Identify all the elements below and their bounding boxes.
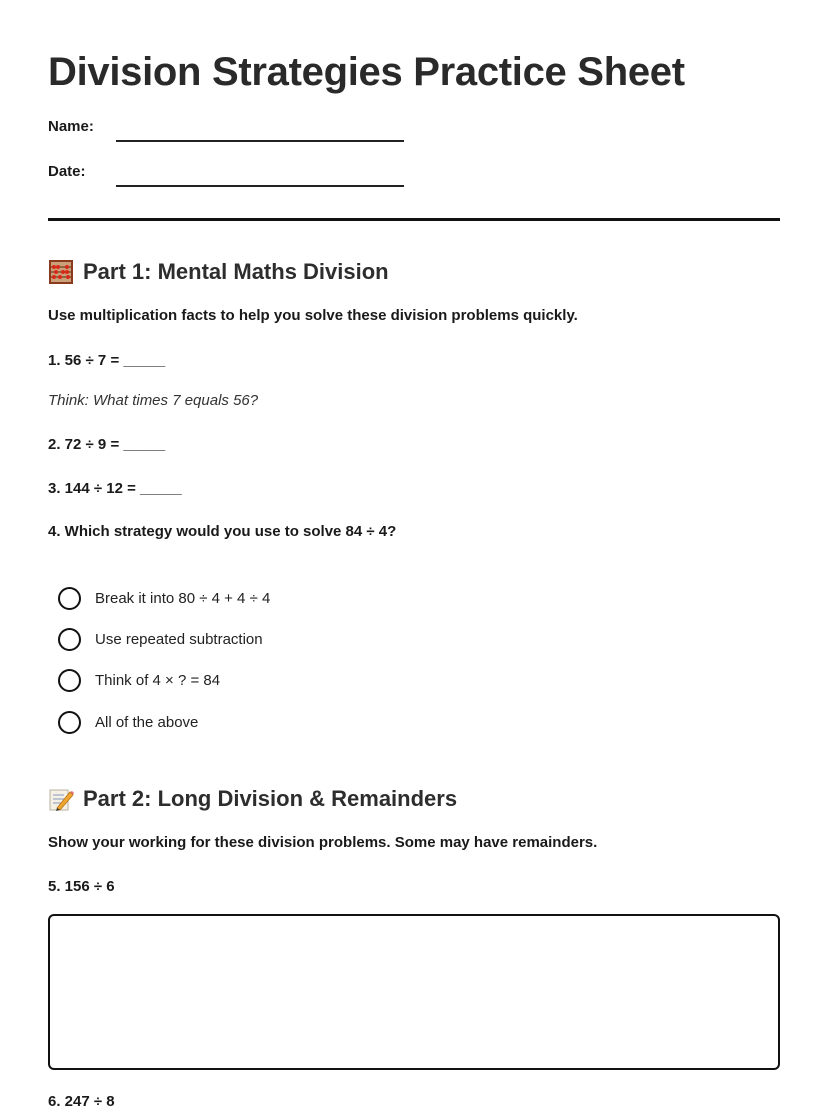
part1-heading-text: Part 1: Mental Maths Division xyxy=(83,259,389,284)
part2-instructions: Show your working for these division problems. Some may have remainders. xyxy=(48,834,598,851)
q4-option-1[interactable] xyxy=(58,586,270,610)
date-label: Date: xyxy=(48,163,86,180)
q4-option-3[interactable] xyxy=(58,668,220,692)
name-field xyxy=(48,118,408,142)
option-label: Break it into 80 ÷ 4 + 4 ÷ 4 xyxy=(95,589,271,607)
page-title: Division Strategies Practice Sheet xyxy=(48,50,685,94)
abacus-icon xyxy=(48,259,74,285)
radio-button[interactable] xyxy=(58,587,81,610)
question-3: 3. 144 ÷ 12 = _____ xyxy=(48,480,182,497)
part2-heading-text: Part 2: Long Division & Remainders xyxy=(83,786,458,811)
question-5: 5. 156 ÷ 6 xyxy=(48,878,115,895)
header-divider xyxy=(48,218,780,221)
part1-instructions: Use multiplication facts to help you solve these division problems quickly. xyxy=(48,307,578,324)
radio-button[interactable] xyxy=(58,711,81,734)
question-2: 2. 72 ÷ 9 = _____ xyxy=(48,436,166,453)
memo-pencil-icon xyxy=(48,786,74,812)
question-6: 6. 247 ÷ 8 xyxy=(48,1093,115,1110)
part2-heading xyxy=(48,785,457,813)
radio-button[interactable] xyxy=(58,669,81,692)
name-label: Name: xyxy=(48,118,94,135)
option-label: Think of 4 × ? = 84 xyxy=(95,671,221,689)
radio-button[interactable] xyxy=(58,628,81,651)
name-input-line[interactable] xyxy=(116,140,404,142)
question-1-hint: Think: What times 7 equals 56? xyxy=(48,392,259,409)
part1-heading xyxy=(48,258,389,286)
q4-option-4[interactable] xyxy=(58,710,198,734)
q4-option-2[interactable] xyxy=(58,627,263,651)
question-4: 4. Which strategy would you use to solve 84 ÷ 4? xyxy=(48,523,397,540)
date-field xyxy=(48,163,408,187)
question-1: 1. 56 ÷ 7 = _____ xyxy=(48,352,166,369)
date-input-line[interactable] xyxy=(116,185,404,187)
question-5-working-box[interactable] xyxy=(48,914,780,1070)
option-label: Use repeated subtraction xyxy=(95,630,263,648)
option-label: All of the above xyxy=(95,713,199,731)
